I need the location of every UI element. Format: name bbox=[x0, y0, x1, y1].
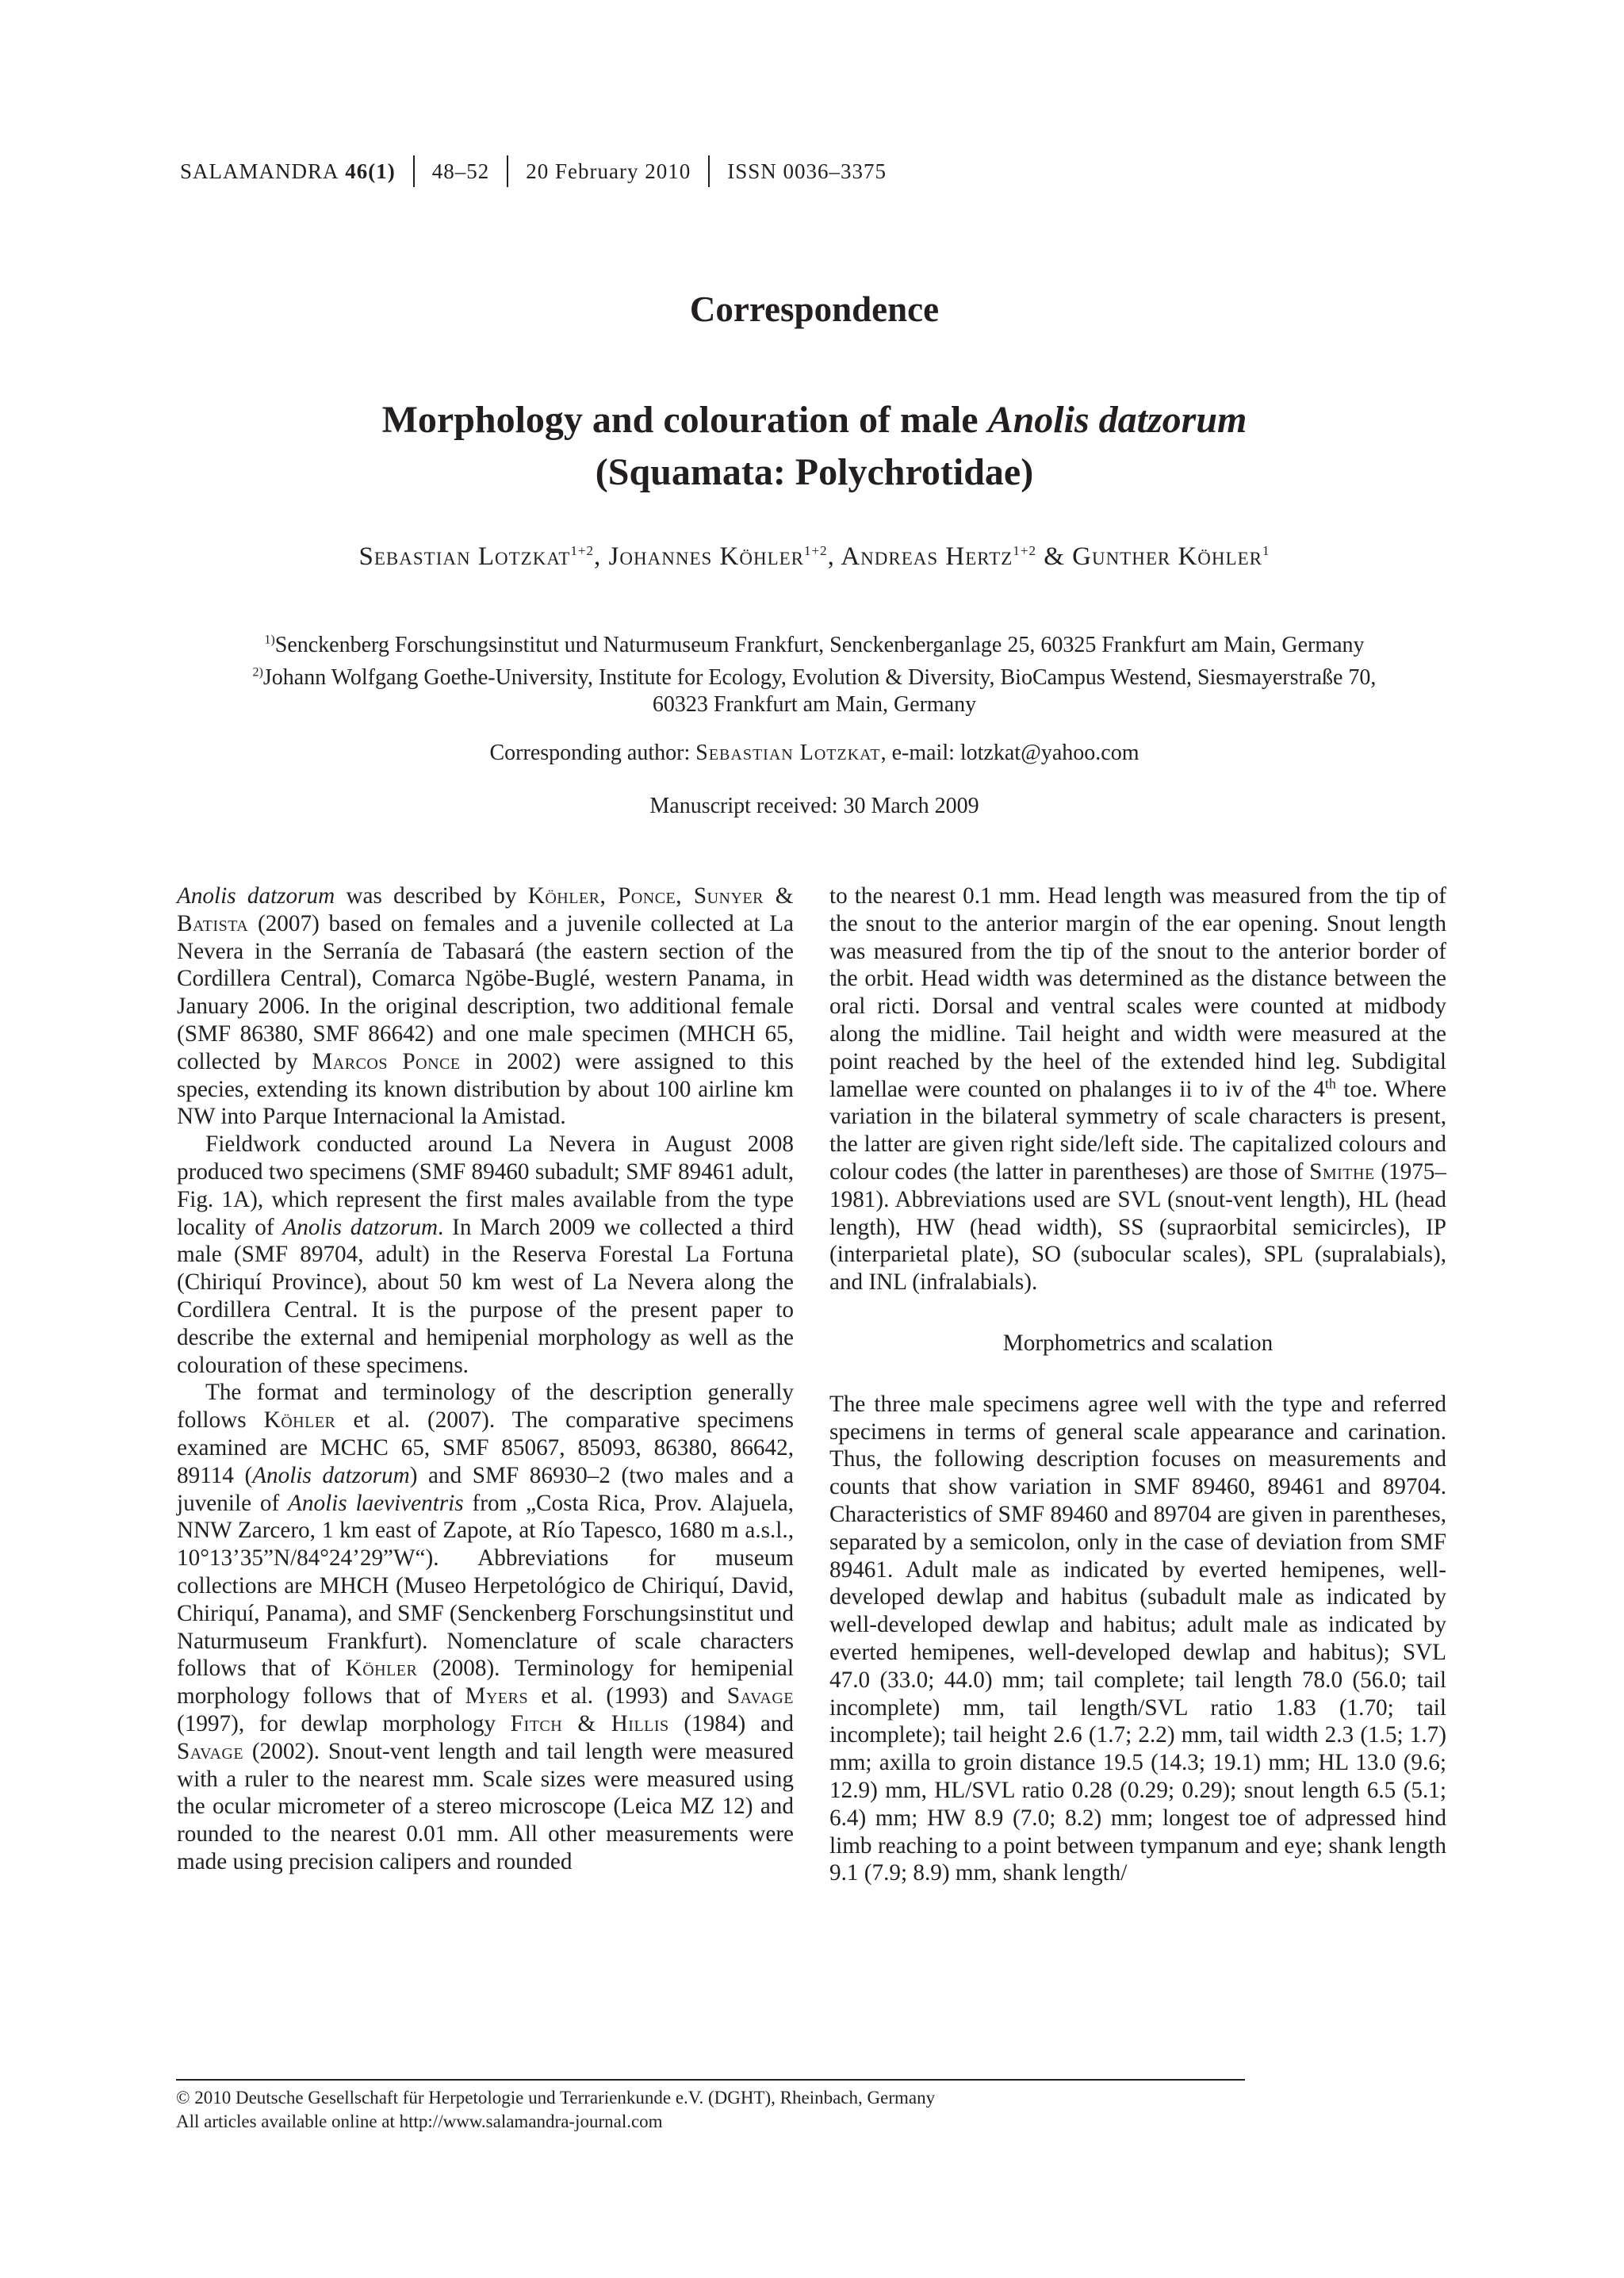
publication-date: 20 February 2010 bbox=[526, 159, 691, 183]
affiliation-2 bbox=[180, 664, 1449, 718]
text-run: (2002). Snout-vent length and tail length were measured with a ruler to the nearest mm. Scale sizes were measured using the ocular micrometer of a stereo microscope (Leica MZ 12) and rounded to the nearest 0.01 mm. All other measurements were made using precision calipers and rounded bbox=[177, 1738, 794, 1874]
citation-authors: Savage bbox=[177, 1738, 244, 1764]
corresponding-email: , e-mail: lotzkat@yahoo.com bbox=[880, 741, 1139, 765]
author-affiliation-mark: 1 bbox=[1262, 543, 1270, 558]
author-affiliation-mark: 1+2 bbox=[1013, 543, 1036, 558]
running-header bbox=[180, 155, 887, 187]
copyright-notice: © 2010 Deutsche Gesellschaft für Herpetologie und Terrarienkunde e.V. (DGHT), Rheinbach, Germany bbox=[176, 2088, 936, 2108]
text-run: (2007) based on females and a juvenile collected at La Nevera in the Serranía de Tabasará (the eastern section of the Cordillera Central), Comarca Ngöbe-Buglé, western Panama, in January 2006. In the original description, two additional female (SMF 86380, SMF 86642) and one male specimen (MHCH 65, collected by bbox=[177, 910, 794, 1074]
text-run: (1984) and bbox=[668, 1710, 794, 1736]
text-run: to the nearest 0.1 mm. Head length was measured from the tip of the snout to the anterior margin of the ear opening. Snout length was measured from the tip of the snout to the anterior border of the orbit. Head width was determined as the distance between the oral ricti. Dorsal and ventral scales were counted at midbody along the midline. Tail height and width were measured at the point reached by the heel of the extended hind leg. Subdigital lamellae were counted on phalanges ii to iv of the 4 bbox=[829, 883, 1446, 1102]
footer-rule bbox=[176, 2079, 1245, 2081]
journal-volume: 46(1) bbox=[345, 159, 396, 183]
citation-authors: Köhler bbox=[263, 1407, 336, 1434]
header-divider bbox=[507, 155, 508, 187]
species-name: Anolis datzorum bbox=[282, 1214, 439, 1240]
text-run: in 2002) were assigned to this species, extending its known distribution by about 100 airline km NW into Parque Internacional la Amistad. bbox=[177, 1048, 794, 1130]
citation-authors: Myers bbox=[465, 1683, 529, 1709]
paragraph: The three male specimens agree well with the type and referred specimens in terms of general scale appearance and carination. Thus, the following description focuses on measurements and counts that show variation in SMF 89460, 89461 and 89704. Characteristics of SMF 89460 and 89704 are given in parentheses, separated by a semicolon, only in the case of deviation from SMF 89461. Adult male as indicated by everted hemipenes, well-developed dewlap and habitus (subadult male as indicated by well-developed dewlap and habitus; adult male as indicated by everted hemipenes, well-developed dewlap and habitus); SVL 47.0 (33.0; 44.0) mm; tail complete; tail length 78.0 (56.0; tail incomplete) mm, tail length/SVL ratio 1.83 (1.70; tail incomplete); tail height 2.6 (1.7; 2.2) mm, tail width 2.3 (1.5; 1.7) mm; axilla to groin distance 19.5 (14.3; 19.1) mm; HL 13.0 (9.6; 12.9) mm, HL/SVL ratio 0.28 (0.29; 0.29); snout length 6.5 (5.1; 6.4) mm; HW 8.9 (7.0; 8.2) mm; longest toe of adpressed hind limb reaching to a point between tympanum and eye; shank length 9.1 (7.9; 8.9) mm, shank length/ bbox=[829, 1391, 1446, 1886]
affiliation-text: Johann Wolfgang Goethe-University, Institute for Ecology, Evolution & Diversity, BioCampus Westend, Siesmayerstraße 70, bbox=[262, 665, 1377, 690]
text-run: et al. (1993) and bbox=[528, 1683, 727, 1709]
species-name: Anolis datzorum bbox=[252, 1462, 410, 1488]
text-run: (2008). Terminology for hemipenial morphology follows that of bbox=[177, 1656, 794, 1709]
header-divider bbox=[413, 155, 415, 187]
corresponding-author bbox=[180, 741, 1449, 766]
author-separator: & bbox=[1036, 542, 1073, 571]
header-divider bbox=[708, 155, 710, 187]
text-run: was described by bbox=[335, 883, 528, 909]
affiliation-text: 60323 Frankfurt am Main, Germany bbox=[652, 692, 977, 717]
title-subtitle: (Squamata: Polychrotidae) bbox=[595, 451, 1034, 493]
author-name: Sebastian Lotzkat bbox=[358, 542, 571, 571]
text-run: . In March 2009 we collected a third male (SMF 89704, adult) in the Reserva Forestal La Fortuna (Chiriquí Province), about 50 km west of La Nevera along the Cordillera Central. It is the purpose of the present paper to describe the external and hemipenial morphology as well as the colouration of these specimens. bbox=[177, 1214, 794, 1378]
text-run: ) and SMF 86930–2 (two males and a juvenile of bbox=[177, 1462, 795, 1516]
paragraph bbox=[177, 882, 794, 1131]
author-name: Johannes Köhler bbox=[608, 542, 805, 571]
text-run: The format and terminology of the description generally follows bbox=[177, 1380, 794, 1434]
corresponding-name: Sebastian Lotzkat bbox=[695, 741, 881, 765]
citation-authors: Köhler, Ponce, Sunyer & Batista bbox=[177, 883, 794, 936]
author-separator: , bbox=[594, 542, 609, 571]
citation-authors: Köhler bbox=[345, 1656, 418, 1682]
journal-name: SALAMANDRA bbox=[180, 159, 339, 183]
text-run: (1997), for dewlap morphology bbox=[177, 1710, 511, 1736]
text-run: toe. Where variation in the bilateral symmetry of scale characters is present, the latter are given right side/left side. The capitalized colours and colour codes (the latter in parentheses) are those of bbox=[829, 1076, 1446, 1185]
affiliation-1 bbox=[180, 632, 1449, 659]
issn: ISSN 0036–3375 bbox=[727, 159, 887, 183]
author-name: Gunther Köhler bbox=[1072, 542, 1262, 571]
text-run: (1975–1981). Abbreviations used are SVL (snout-vent length), HL (head length), HW (head width), SS (supraorbital semicircles), IP (interparietal plate), SO (subocular scales), SPL (supralabials), and INL (infralabials). bbox=[829, 1158, 1446, 1296]
species-name: Anolis laeviventris bbox=[288, 1490, 464, 1516]
author-name: Andreas Hertz bbox=[841, 542, 1013, 571]
species-name: Anolis datzorum bbox=[177, 883, 335, 909]
citation-authors: Smithe bbox=[1309, 1158, 1375, 1185]
footer bbox=[176, 2086, 935, 2134]
author-affiliation-mark: 1+2 bbox=[570, 543, 595, 558]
page-range: 48–52 bbox=[431, 159, 490, 183]
person-name: Marcos Ponce bbox=[312, 1048, 461, 1074]
title-species: Anolis datzorum bbox=[987, 399, 1247, 441]
citation-authors: Fitch & Hillis bbox=[510, 1710, 669, 1736]
left-column bbox=[177, 882, 794, 1876]
affiliation-text: Senckenberg Forschungsinstitut und Naturmuseum Frankfurt, Senckenberganlage 25, 60325 Frankfurt am Main, Germany bbox=[274, 633, 1365, 657]
manuscript-received: Manuscript received: 30 March 2009 bbox=[649, 794, 979, 818]
title-text: Morphology and colouration of male bbox=[381, 399, 988, 441]
section-heading: Morphometrics and scalation bbox=[1002, 1330, 1274, 1356]
affiliation-mark: 2) bbox=[252, 665, 263, 680]
author-list bbox=[180, 542, 1449, 572]
citation-authors: Savage bbox=[726, 1683, 794, 1709]
text-run: Fieldwork conducted around La Nevera in August 2008 produced two specimens (SMF 89460 subadult; SMF 89461 adult, Fig. 1A), which represent the first males available from the type locality of bbox=[177, 1131, 794, 1240]
article-title bbox=[180, 394, 1449, 499]
text-run: et al. (2007). The comparative specimens examined are MCHC 65, SMF 85067, 85093, 86380, 86642, 89114 ( bbox=[177, 1407, 795, 1488]
paragraph bbox=[177, 1379, 794, 1875]
affiliation-mark: 1) bbox=[264, 633, 275, 647]
paragraph bbox=[177, 1131, 794, 1379]
online-availability-notice: All articles available online at http://www.salamandra-journal.com bbox=[176, 2111, 663, 2131]
author-affiliation-mark: 1+2 bbox=[804, 543, 828, 558]
document-type-heading: Correspondence bbox=[689, 289, 940, 329]
corresponding-label: Corresponding author: bbox=[489, 741, 696, 765]
ordinal-superscript: th bbox=[1324, 1074, 1336, 1091]
paragraph bbox=[829, 882, 1446, 1296]
author-separator: , bbox=[827, 542, 841, 571]
text-run: from „Costa Rica, Prov. Alajuela, NNW Zarcero, 1 km east of Zapote, at Río Tapesco, 1680 m a.s.l., 10°13’35”N/84°24’29”W“). Abbreviations for museum collections are MHCH (Museo Herpetológico de Chiriquí, David, Chiriquí, Panama), and SMF (Senckenberg Forschungsinstitut und Naturmuseum Frankfurt). Nomenclature of scale characters follows that of bbox=[177, 1490, 794, 1682]
right-column bbox=[829, 882, 1446, 1887]
